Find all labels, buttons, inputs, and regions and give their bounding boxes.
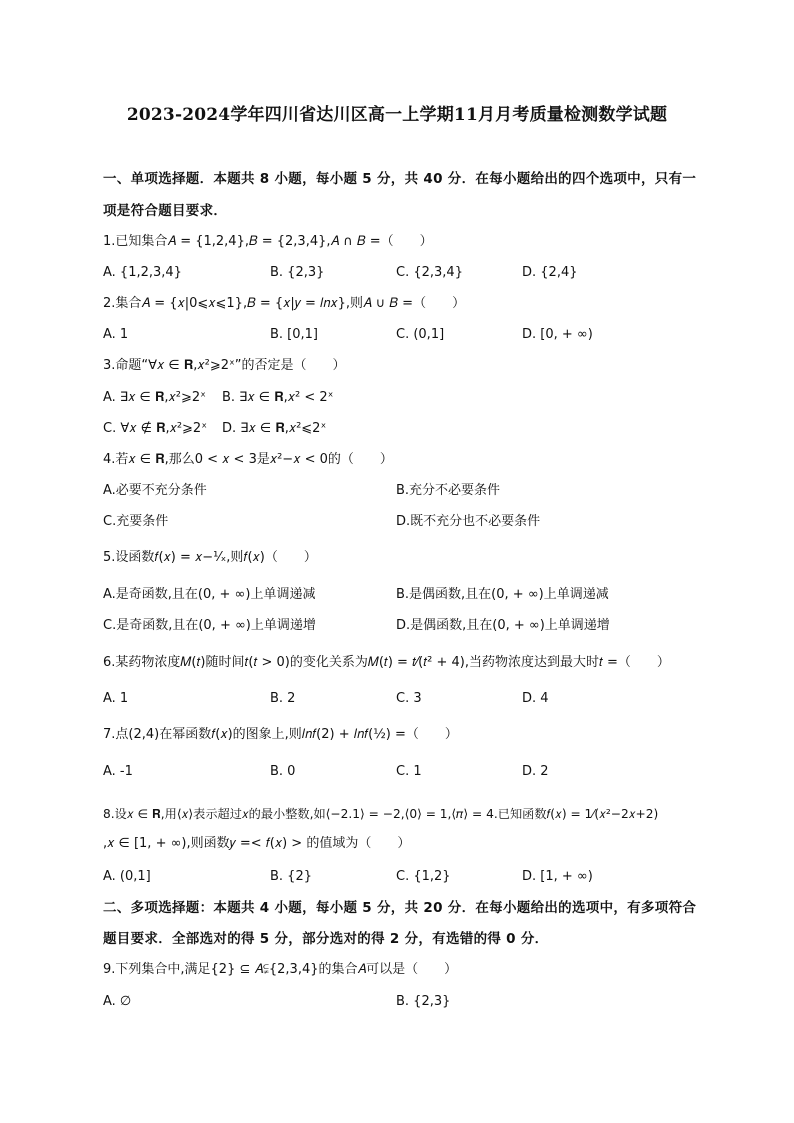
question-4: 4.若𝑥 ∈ 𝐑,那么0 < 𝑥 < 3是𝑥²−𝑥 < 0的（ ） (103, 452, 393, 467)
q7-option-a: A. -1 (103, 764, 133, 779)
question-8: 8.设𝑥 ∈ 𝐑,用⟨𝑥⟩表示超过𝑥的最小整数,如⟨−2.1⟩ = −2,⟨0⟩ = 1,⟨𝜋⟩ = 4.已知函数𝑓(𝑥) = 1⁄(𝑥²−2𝑥+2) (103, 807, 659, 821)
q5-option-c: C.是奇函数,且在(0, + ∞)上单调递增 (103, 618, 316, 633)
q2-option-c: C. (0,1] (396, 327, 445, 342)
question-7: 7.点(2,4)在幂函数𝑓(𝑥)的图象上,则𝑙𝑛𝑓(2) + 𝑙𝑛𝑓(½) =（ ） (103, 727, 458, 742)
q1-option-c: C. {2,3,4} (396, 265, 463, 280)
q6-option-b: B. 2 (270, 691, 296, 706)
q2-option-b: B. [0,1] (270, 327, 319, 342)
q1-option-d: D. {2,4} (522, 265, 578, 280)
q5-option-b: B.是偶函数,且在(0, + ∞)上单调递减 (396, 587, 609, 602)
q2-option-a: A. 1 (103, 327, 129, 342)
section-1-heading: 一、单项选择题．本题共 8 小题，每小题 5 分，共 40 分．在每小题给出的四个选项中，只有一 (103, 171, 697, 187)
exam-title: 2023-2024学年四川省达川区高一上学期11月月考质量检测数学试题 (126, 105, 668, 125)
section-2-heading-cont: 题目要求．全部选对的得 5 分，部分选对的得 2 分，有选错的得 0 分． (103, 931, 549, 947)
q7-option-b: B. 0 (270, 764, 296, 779)
q4-option-b: B.充分不必要条件 (396, 483, 501, 498)
q9-option-b: B. {2,3} (396, 994, 451, 1009)
q6-option-d: D. 4 (522, 691, 549, 706)
q4-option-a: A.必要不充分条件 (103, 483, 207, 498)
q9-option-a: A. ∅ (103, 994, 132, 1009)
q5-option-d: D.是偶函数,且在(0, + ∞)上单调递增 (396, 618, 610, 633)
question-8-cont: ,𝑥 ∈ [1, + ∞),则函数𝑦 =< 𝑓(𝑥) > 的值域为（ ） (103, 836, 411, 851)
q7-option-d: D. 2 (522, 764, 549, 779)
q3-option-d: D. ∃𝑥 ∈ 𝐑,𝑥²⩽2ˣ (222, 421, 327, 436)
q3-option-a: A. ∃𝑥 ∈ 𝐑,𝑥²⩾2ˣ (103, 390, 206, 405)
q3-option-b: B. ∃𝑥 ∈ 𝐑,𝑥² < 2ˣ (222, 390, 334, 405)
q1-option-b: B. {2,3} (270, 265, 325, 280)
question-3: 3.命题“∀𝑥 ∈ 𝐑,𝑥²⩾2ˣ”的否定是（ ） (103, 358, 346, 373)
q6-option-c: C. 3 (396, 691, 422, 706)
question-2: 2.集合𝐴 = {𝑥|0⩽𝑥⩽1},𝐵 = {𝑥|𝑦 = 𝑙𝑛𝑥},则𝐴 ∪ 𝐵 =（ ） (103, 296, 466, 311)
question-9: 9.下列集合中,满足{2} ⊆ 𝐴⫋{2,3,4}的集合𝐴可以是（ ） (103, 962, 458, 977)
q2-option-d: D. [0, + ∞) (522, 327, 593, 342)
section-2-heading: 二、多项选择题：本题共 4 小题，每小题 5 分，共 20 分．在每小题给出的选项中，有多项符合 (103, 900, 697, 916)
q8-option-c: C. {1,2} (396, 869, 451, 884)
q7-option-c: C. 1 (396, 764, 422, 779)
q4-option-c: C.充要条件 (103, 514, 169, 529)
q8-option-b: B. {2} (270, 869, 312, 884)
question-1: 1.已知集合𝐴 = {1,2,4},𝐵 = {2,3,4},𝐴 ∩ 𝐵 =（ ） (103, 234, 433, 249)
section-1-heading-cont: 项是符合题目要求． (103, 203, 228, 219)
question-5: 5.设函数𝑓(𝑥) = 𝑥−¹⁄ₓ,则𝑓(𝑥)（ ） (103, 550, 317, 565)
question-6: 6.某药物浓度𝑀(𝑡)随时间𝑡(𝑡 > 0)的变化关系为𝑀(𝑡) = 𝑡⁄(𝑡² + 4),当药物浓度达到最大时𝑡 =（ ） (103, 655, 670, 670)
q4-option-d: D.既不充分也不必要条件 (396, 514, 541, 529)
q5-option-a: A.是奇函数,且在(0, + ∞)上单调递减 (103, 587, 316, 602)
q8-option-d: D. [1, + ∞) (522, 869, 593, 884)
q8-option-a: A. (0,1] (103, 869, 151, 884)
q6-option-a: A. 1 (103, 691, 129, 706)
q1-option-a: A. {1,2,3,4} (103, 265, 182, 280)
q3-option-c: C. ∀𝑥 ∉ 𝐑,𝑥²⩾2ˣ (103, 421, 207, 436)
